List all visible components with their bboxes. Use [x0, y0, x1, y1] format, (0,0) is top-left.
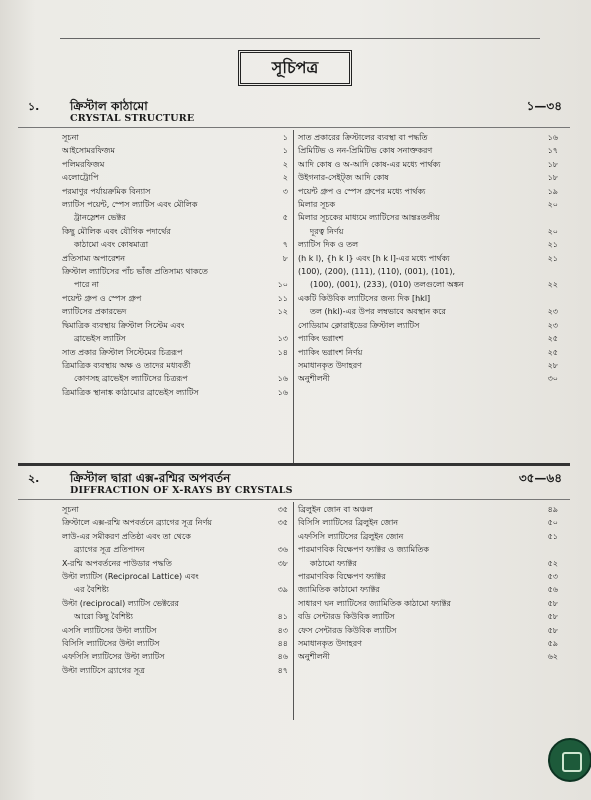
toc-entry [298, 624, 560, 637]
toc-entry-title: দূরত্ব নির্ণয় [310, 226, 344, 236]
toc-entry [298, 144, 560, 157]
toc-entry-title: তল (hkl)-এর উপর লম্বভাবে অবস্থান করে [310, 307, 446, 317]
toc-entry-title: ব্র্যাগের সূত্র প্রতিপাদন [74, 545, 145, 555]
toc-entry-title: পয়েন্ট গ্রুপ ও স্পেস গ্রুপের মধ্যে পার্থক্য [298, 186, 426, 196]
toc-entry-title: ল্যাটিসের প্রকারভেদ [62, 307, 127, 317]
library-stamp-icon [548, 738, 591, 782]
toc-entry-title: X-রশ্মি অপবর্তনের পাউডার পদ্ধতি [62, 558, 172, 568]
toc-entry [298, 319, 560, 332]
toc-entry-title: সাত প্রকার ক্রিস্টাল সিস্টেমের চিত্ররূপ [62, 347, 183, 357]
toc-entry-title: একটি কিউবিক ল্যাটিসের জন্য দিক [hkl] [298, 293, 431, 303]
toc-entry-title: দ্বিমাত্রিক ব্যবস্থায় ক্রিস্টাল সিস্টেম এবং [62, 320, 185, 330]
toc-entry [62, 557, 290, 570]
page-title: সূচিপত্র [238, 50, 352, 86]
toc-entry-page: ২১ [547, 253, 558, 263]
toc-entry-page: ৪৩ [277, 625, 288, 635]
toc-entry-title: কোণসহ ব্রাভেইস ল্যাটিসের চিত্ররূপ [74, 374, 188, 384]
toc-entry-page: ১২ [277, 307, 288, 317]
toc-entry [298, 610, 560, 623]
toc-entry-page: ২ [282, 173, 288, 183]
toc-entry-page: ৪৪ [277, 639, 288, 649]
toc-entry [298, 265, 560, 278]
toc-entry-page: ৫৩ [547, 572, 558, 582]
toc-entry-title: সাত প্রকারের ক্রিস্টালের ব্যবস্থা বা পদ্ধতি [298, 133, 428, 142]
toc-entry-page: ১৬ [277, 374, 288, 384]
toc-entry [298, 292, 560, 305]
toc-entry-title: প্রিমিটিভ ও নন-প্রিমিটিভ কোষ সনাক্তকরণ [298, 146, 433, 156]
toc-entry-page: ৫৮ [547, 625, 558, 635]
chapter-1-left-column [62, 131, 290, 399]
toc-entry-title: জ্যামিতিক কাঠামো ফ্যাক্টর [298, 585, 380, 595]
toc-entry-page: ৩৫ [277, 518, 288, 528]
toc-entry-title: অনুশীলনী [298, 374, 330, 384]
toc-entry-title: পারে না [74, 280, 100, 290]
toc-entry [62, 171, 290, 184]
toc-entry-title: সোডিয়াম ক্লোরাইডের ক্রিস্টাল ল্যাটিস [298, 320, 420, 330]
toc-entry-page: ১ [282, 146, 288, 156]
chapter-2-number: ২. [28, 472, 40, 485]
toc-entry-title: মিলার সূচক [298, 200, 336, 210]
toc-entry-page: ৩৫ [277, 505, 288, 514]
toc-entry [298, 557, 560, 570]
toc-entry [298, 597, 560, 610]
toc-entry-title: এফসিসি ল্যাটিসের ব্রিলুইন জোন [298, 531, 404, 541]
toc-entry-page: ১৬ [277, 387, 288, 397]
toc-entry-title: প্রতিসাম্য অপারেশন [62, 253, 125, 263]
toc-entry-page: ২৫ [547, 347, 558, 357]
toc-entry [298, 372, 560, 385]
chapter-1-title-bn: ক্রিস্টাল কাঠামো [70, 99, 148, 113]
toc-entry-page: ১ [282, 133, 288, 142]
toc-entry-title: প্যাকিং ভগ্নাংশ [298, 334, 344, 344]
toc-entry [298, 171, 560, 184]
toc-entry [62, 570, 290, 583]
toc-entry [62, 624, 290, 637]
toc-entry-title: কাঠামো ফ্যাক্টর [310, 558, 357, 568]
chapter-2-page-range: ৩৫—৬৪ [518, 471, 562, 485]
chapter-1-number: ১. [28, 100, 40, 113]
toc-entry-page: ৩০ [547, 374, 558, 384]
toc-entry [62, 610, 290, 623]
toc-entry [298, 131, 560, 144]
toc-entry-title: বডি সেন্টারড কিউবিক ল্যাটিস [298, 612, 395, 622]
toc-entry-page: ৫৮ [547, 612, 558, 622]
chapter-1-rule [18, 127, 570, 128]
toc-entry-title: (100), (001), (233), (010) তলগুলো অঙ্কন [310, 280, 464, 290]
toc-entry-page: ৫ [282, 213, 288, 223]
column-divider [293, 502, 294, 720]
toc-entry [298, 225, 560, 238]
column-divider [293, 130, 294, 465]
toc-entry [298, 637, 560, 650]
toc-entry-title: এলোট্রোপি [62, 173, 99, 183]
toc-entry [62, 332, 290, 345]
toc-entry [62, 131, 290, 144]
toc-entry [62, 198, 290, 211]
toc-entry-page: ২২ [547, 280, 558, 290]
toc-entry [62, 185, 290, 198]
toc-entry [62, 664, 290, 677]
toc-entry [62, 637, 290, 650]
toc-entry-title: অনুশীলনী [298, 652, 330, 662]
toc-entry-page: ৫৬ [547, 585, 558, 595]
toc-entry-page: ১৬ [547, 133, 558, 142]
toc-entry [62, 346, 290, 359]
toc-entry-title: (h k l), {h k l} এবং [h k l]-এর মধ্যে পার্থক্য [298, 253, 450, 263]
toc-entry-title: ব্রাভেইস ল্যাটিস [74, 334, 126, 344]
toc-entry [298, 346, 560, 359]
toc-entry-title: বিসিসি ল্যাটিসের ব্রিলুইন জোন [298, 518, 399, 528]
toc-entry-title: ল্যাটিস দিক ও তল [298, 240, 359, 250]
chapter-2-title-bn: ক্রিস্টাল দ্বারা এক্স-রশ্মির অপবর্তন [70, 471, 231, 485]
toc-entry-title: (100), (200), (111), (110), (001), (101), [298, 267, 456, 277]
toc-entry-title: আইসোমরফিজম [62, 146, 115, 156]
toc-entry [298, 332, 560, 345]
chapter-2-left-column [62, 503, 290, 677]
toc-entry [62, 372, 290, 385]
toc-entry [62, 292, 290, 305]
toc-entry-page: ৭ [282, 240, 288, 250]
toc-entry-page: ৫২ [547, 558, 558, 568]
toc-entry [62, 503, 290, 516]
toc-entry [62, 583, 290, 596]
toc-entry [62, 144, 290, 157]
toc-entry-title: সূচনা [62, 133, 79, 142]
toc-entry-title: ব্রিলুইন জোন বা অঞ্চল [298, 505, 373, 514]
toc-entry-page: ৪৯ [547, 505, 558, 514]
toc-entry-title: ত্রিমাত্রিক ব্যবস্থায় অক্ষ ও তাদের মধ্যবর্তী [62, 360, 191, 370]
toc-entry-title: মিলার সূচকের মাধ্যমে ল্যাটিসের আন্তঃতলীয় [298, 213, 440, 223]
toc-entry-title: উল্টা ল্যাটিসে ব্র্যাগের সূত্র [62, 665, 145, 675]
toc-entry [298, 359, 560, 372]
toc-entry [298, 305, 560, 318]
toc-entry-title: এর বৈশিষ্ট্য [74, 585, 109, 595]
toc-entry-title: কাঠামো এবং কোষমাত্রা [74, 240, 149, 250]
toc-entry [62, 516, 290, 529]
toc-entry-page: ৩৮ [277, 558, 288, 568]
toc-entry-title: আদি কোষ ও অ-আদি কোষ-এর মধ্যে পার্থক্য [298, 159, 441, 169]
toc-entry [62, 252, 290, 265]
toc-entry [298, 198, 560, 211]
toc-entry-title: সমাধানকৃত উদাহরণ [298, 360, 362, 370]
toc-entry [298, 252, 560, 265]
toc-entry-title: উল্টা ল্যাটিস (Reciprocal Lattice) এবং [62, 572, 199, 582]
toc-entry-title: লাউ-এর সমীকরণ প্রতিষ্ঠা এবং তা থেকে [62, 531, 191, 541]
toc-entry-title: কিছু মৌলিক এবং যৌগিক পদার্থের [62, 226, 171, 236]
toc-entry-page: ২৮ [547, 360, 558, 370]
toc-entry-page: ১০ [277, 280, 288, 290]
toc-entry-page: ১৮ [547, 173, 558, 183]
toc-entry-page: ৩৬ [277, 545, 288, 555]
toc-entry [298, 158, 560, 171]
toc-entry [298, 278, 560, 291]
toc-entry-title: পলিমরফিজম [62, 159, 105, 169]
toc-entry-page: ১১ [277, 293, 288, 303]
toc-entry [298, 516, 560, 529]
toc-entry-title: ত্রিমাত্রিক স্থানাঙ্ক কাঠামোর ব্রাভেইস ল্যাটিস [62, 387, 199, 397]
toc-entry-title: উল্টা (reciprocal) ল্যাটিস ভেক্টরের [62, 598, 179, 608]
toc-entry-page: ৪১ [277, 612, 288, 622]
toc-entry-page: ৪৭ [277, 665, 288, 675]
toc-entry-title: ট্রানস্লেশন ভেক্টর [74, 213, 126, 223]
toc-entry-page: ১৯ [547, 186, 558, 196]
toc-entry-title: সূচনা [62, 505, 79, 514]
toc-entry [298, 503, 560, 516]
chapter-1-page-range: ১—৩৪ [526, 99, 562, 113]
toc-entry-title: ল্যাটিস পয়েন্ট, স্পেস ল্যাটিস এবং মৌলিক [62, 200, 198, 210]
toc-entry [62, 158, 290, 171]
chapter-2-title-en: DIFFRACTION OF X-RAYS BY CRYSTALS [70, 485, 293, 496]
toc-entry-title: এসসি ল্যাটিসের উল্টা ল্যাটিস [62, 625, 157, 635]
toc-entry-title: পারমাণবিক বিক্ষেপণ ফ্যাক্টর ও জ্যামিতিক [298, 545, 429, 555]
toc-entry [62, 359, 290, 372]
toc-entry-page: ৫০ [547, 518, 558, 528]
toc-entry-title: পারমাণবিক বিক্ষেপণ ফ্যাক্টর [298, 572, 386, 582]
toc-entry [298, 650, 560, 663]
toc-entry-page: ৪৬ [277, 652, 288, 662]
toc-entry-title: ফেস সেন্টারড কিউবিক ল্যাটিস [298, 625, 397, 635]
toc-entry [298, 185, 560, 198]
toc-entry-page: ৫৮ [547, 598, 558, 608]
toc-entry-page: ১৮ [547, 159, 558, 169]
toc-entry-page: ৬২ [547, 652, 558, 662]
toc-entry-title: পয়েন্ট গ্রুপ ও স্পেস গ্রুপ [62, 293, 142, 303]
toc-entry-page: ২০ [547, 200, 558, 210]
chapter-separator [18, 463, 570, 466]
toc-entry [62, 530, 290, 543]
toc-entry-title: ক্রিস্টালে এক্স-রশ্মি অপবর্তনে ব্র্যাগের সূত্র নির্ণয় [62, 518, 212, 528]
toc-entry-page: ২৫ [547, 334, 558, 344]
toc-entry-title: উইগনার-সেইট্জ আদি কোষ [298, 173, 389, 183]
toc-entry-title: পরমাণুর পর্যায়ক্রমিক বিন্যাস [62, 186, 151, 196]
chapter-2-rule [18, 499, 570, 500]
toc-entry [62, 597, 290, 610]
chapter-1-title-en: CRYSTAL STRUCTURE [70, 113, 195, 124]
toc-entry-title: আরো কিছু বৈশিষ্ট্য [74, 612, 133, 622]
toc-entry-page: ১৭ [547, 146, 558, 156]
toc-entry-page: ২৩ [547, 307, 558, 317]
toc-entry [62, 386, 290, 399]
chapter-1-right-column [298, 131, 560, 386]
toc-entry-page: ৮ [282, 253, 288, 263]
toc-entry-page: ২৩ [547, 320, 558, 330]
toc-entry [62, 319, 290, 332]
toc-entry-title: সমাধানকৃত উদাহরণ [298, 639, 362, 649]
toc-entry [62, 650, 290, 663]
toc-entry [62, 211, 290, 224]
toc-entry-page: ৩৯ [277, 585, 288, 595]
toc-entry-page: ২১ [547, 240, 558, 250]
toc-entry [62, 265, 290, 278]
toc-entry-title: সাধারণ ঘন ল্যাটিসের জ্যামিতিক কাঠামো ফ্যাক্টর [298, 598, 451, 608]
toc-entry [298, 530, 560, 543]
toc-entry-title: ক্রিস্টাল ল্যাটিসের পাঁচ ভাঁজ প্রতিসাম্য থাকতে [62, 267, 208, 277]
chapter-2-right-column [298, 503, 560, 664]
toc-entry [62, 238, 290, 251]
top-rule [60, 38, 540, 39]
toc-entry-page: ৩ [282, 186, 288, 196]
toc-entry-title: বিসিসি ল্যাটিসের উল্টা ল্যাটিস [62, 639, 160, 649]
toc-entry [62, 278, 290, 291]
toc-entry [62, 543, 290, 556]
toc-entry-title: এফসিসি ল্যাটিসের উল্টা ল্যাটিস [62, 652, 165, 662]
toc-entry [62, 225, 290, 238]
toc-entry [298, 583, 560, 596]
toc-entry [298, 238, 560, 251]
toc-entry-page: ৫৯ [547, 639, 558, 649]
toc-entry-page: ৫১ [547, 531, 558, 541]
toc-entry-page: ১৪ [277, 347, 288, 357]
toc-entry-page: ১৩ [277, 334, 288, 344]
toc-entry [298, 211, 560, 224]
toc-entry-title: প্যাকিং ভগ্নাংশ নির্ণয় [298, 347, 363, 357]
toc-entry [298, 570, 560, 583]
toc-entry [298, 543, 560, 556]
toc-entry-page: ২ [282, 159, 288, 169]
toc-entry [62, 305, 290, 318]
toc-entry-page: ২০ [547, 226, 558, 236]
